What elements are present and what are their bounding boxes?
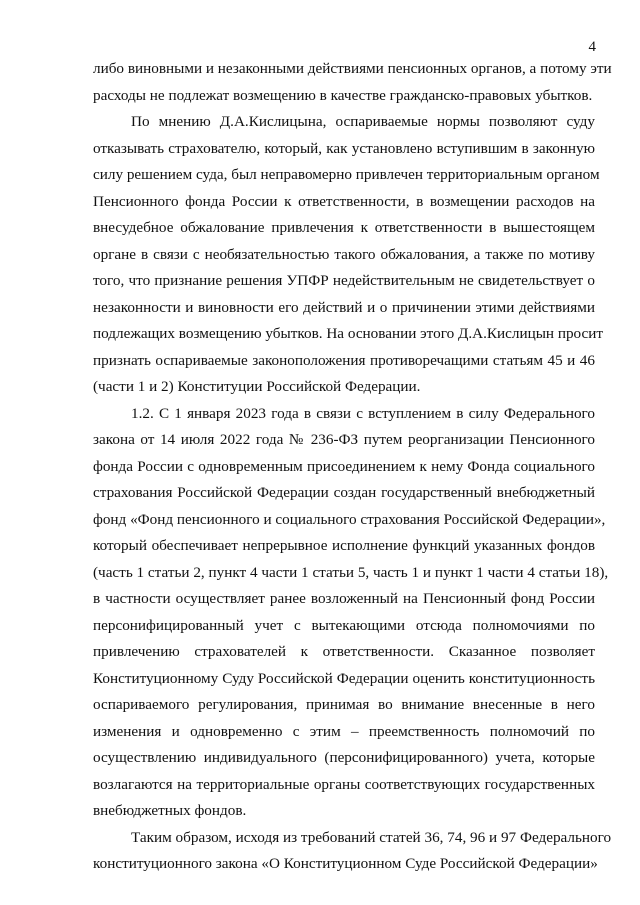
text-line: возлагаются на территориальные органы соответствующих государственных — [93, 775, 595, 793]
text-line: того, что признание решения УПФР недействительным не свидетельствует о — [93, 272, 595, 289]
text-line: конституционного закона «О Конституционном Суде Российской Федерации» — [93, 855, 598, 872]
text-line: либо виновными и незаконными действиями пенсионных органов, а потому эти — [93, 60, 612, 77]
text-line: страхования Российской Федерации создан государственный внебюджетный — [93, 484, 595, 501]
text-line: внесудебное обжалование привлечения к ответственности в вышестоящем — [93, 219, 595, 236]
text-line: подлежащих возмещению убытков. На основании этого Д.А.Кислицын просит — [93, 325, 604, 342]
text-line: привлечению страхователей к ответственности. Сказанное позволяет — [93, 643, 595, 660]
text-line: который обеспечивает непрерывное исполнение функций указанных фондов — [93, 537, 595, 554]
text-line: Пенсионного фонда России к ответственности, в возмещении расходов на — [93, 192, 595, 210]
page-number: 4 — [588, 39, 596, 55]
text-line: осуществлению индивидуального (персонифицированного) учета, которые — [93, 749, 595, 766]
text-line: незаконности и виновности его действий и о причинении этими действиями — [93, 298, 595, 316]
text-line: фонда России с одновременным присоединением к нему Фонда социального — [93, 457, 595, 475]
text-line: Таким образом, исходя из требований статей 36, 74, 96 и 97 Федерального — [131, 828, 612, 846]
text-line: По мнению Д.А.Кислицына, оспариваемые нормы позволяют суду — [131, 113, 595, 130]
text-line: (части 1 и 2) Конституции Российской Федерации. — [93, 378, 421, 395]
text-line: внебюджетных фондов. — [93, 802, 247, 819]
text-line: изменения и одновременно с этим – преемственность полномочий по — [93, 722, 595, 740]
text-line: отказывать страхователю, который, как установлено вступившим в законную — [93, 139, 595, 157]
text-line: Конституционному Суду Российской Федерации оценить конституционность — [93, 669, 595, 687]
text-line: 1.2. С 1 января 2023 года в связи с вступлением в силу Федерального — [131, 404, 595, 422]
text-line: признать оспариваемые законоположения противоречащими статьям 45 и 46 — [93, 351, 595, 369]
text-line: силу решением суда, был неправомерно привлечен территориальным органом — [93, 166, 600, 183]
text-line: оспариваемого регулирования, принимая во внимание внесенные в него — [93, 696, 595, 713]
text-line: закона от 14 июля 2022 года № 236-ФЗ путем реорганизации Пенсионного — [93, 431, 595, 448]
text-line: фонд «Фонд пенсионного и социального страхования Российской Федерации», — [93, 510, 606, 528]
text-line: (часть 1 статьи 2, пункт 4 части 1 статьи 5, часть 1 и пункт 1 части 4 статьи 18), — [93, 563, 609, 581]
text-line: органе в связи с необязательностью такого обжалования, а также по мотиву — [93, 245, 595, 263]
text-line: в частности осуществляет ранее возложенный на Пенсионный фонд России — [93, 590, 595, 607]
text-line: персонифицированный учет с вытекающими отсюда полномочиями по — [93, 616, 595, 634]
text-line: расходы не подлежат возмещению в качестве гражданско-правовых убытков. — [93, 86, 593, 104]
